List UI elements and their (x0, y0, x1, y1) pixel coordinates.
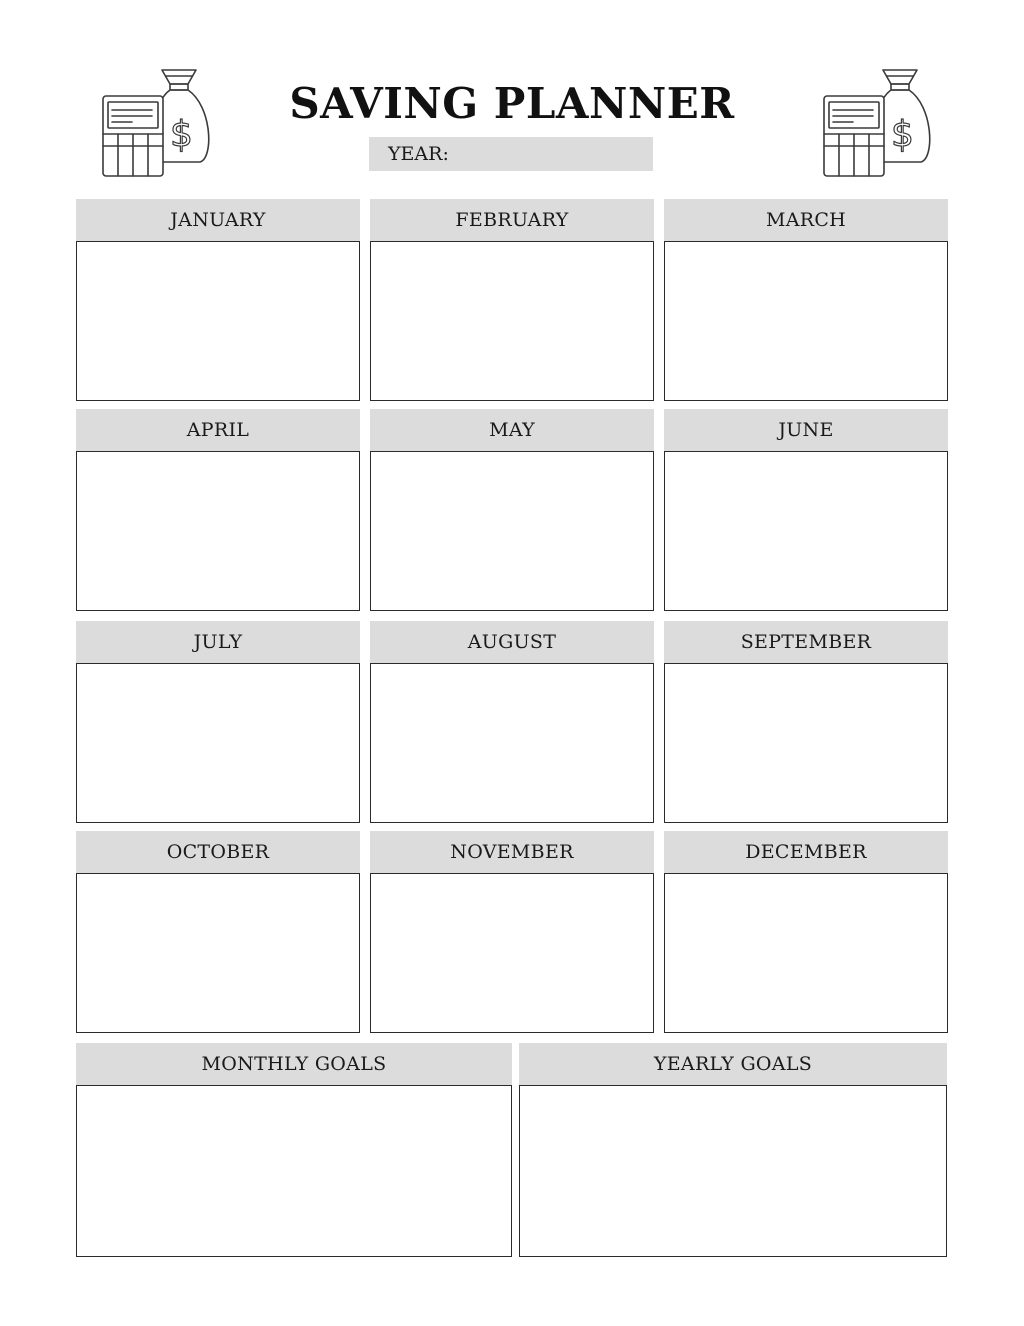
month-section-june (664, 409, 948, 611)
month-entry-box[interactable] (76, 873, 360, 1033)
month-section-october (76, 831, 360, 1033)
month-entry-box[interactable] (664, 873, 948, 1033)
month-header: DECEMBER (664, 831, 948, 873)
month-section-march (664, 199, 948, 401)
month-section-april (76, 409, 360, 611)
yearly-goals-section (519, 1043, 947, 1257)
month-header: MAY (370, 409, 654, 451)
month-entry-box[interactable] (76, 451, 360, 611)
calculator-money-bag-icon (100, 66, 212, 178)
month-header: OCTOBER (76, 831, 360, 873)
monthly-goals-section (76, 1043, 512, 1257)
month-section-august (370, 621, 654, 823)
month-header: JUNE (664, 409, 948, 451)
year-field[interactable] (369, 137, 653, 171)
month-section-july (76, 621, 360, 823)
month-header: FEBRUARY (370, 199, 654, 241)
month-header: JANUARY (76, 199, 360, 241)
year-label: YEAR: (388, 143, 449, 165)
month-entry-box[interactable] (370, 451, 654, 611)
month-entry-box[interactable] (664, 241, 948, 401)
svg-text:$: $ (170, 114, 193, 155)
month-header: APRIL (76, 409, 360, 451)
month-section-february (370, 199, 654, 401)
monthly-goals-header: MONTHLY GOALS (76, 1043, 512, 1085)
month-header: SEPTEMBER (664, 621, 948, 663)
calculator-money-bag-icon (821, 66, 933, 178)
page-title: SAVING PLANNER (289, 79, 735, 128)
month-entry-box[interactable] (76, 663, 360, 823)
month-entry-box[interactable] (76, 241, 360, 401)
svg-text:$: $ (891, 114, 914, 155)
yearly-goals-box[interactable] (519, 1085, 947, 1257)
month-header: NOVEMBER (370, 831, 654, 873)
month-entry-box[interactable] (370, 241, 654, 401)
month-section-december (664, 831, 948, 1033)
monthly-goals-box[interactable] (76, 1085, 512, 1257)
month-section-september (664, 621, 948, 823)
month-entry-box[interactable] (664, 451, 948, 611)
month-section-january (76, 199, 360, 401)
month-header: AUGUST (370, 621, 654, 663)
month-section-november (370, 831, 654, 1033)
month-section-may (370, 409, 654, 611)
month-entry-box[interactable] (664, 663, 948, 823)
month-entry-box[interactable] (370, 873, 654, 1033)
month-header: MARCH (664, 199, 948, 241)
month-header: JULY (76, 621, 360, 663)
yearly-goals-header: YEARLY GOALS (519, 1043, 947, 1085)
month-entry-box[interactable] (370, 663, 654, 823)
